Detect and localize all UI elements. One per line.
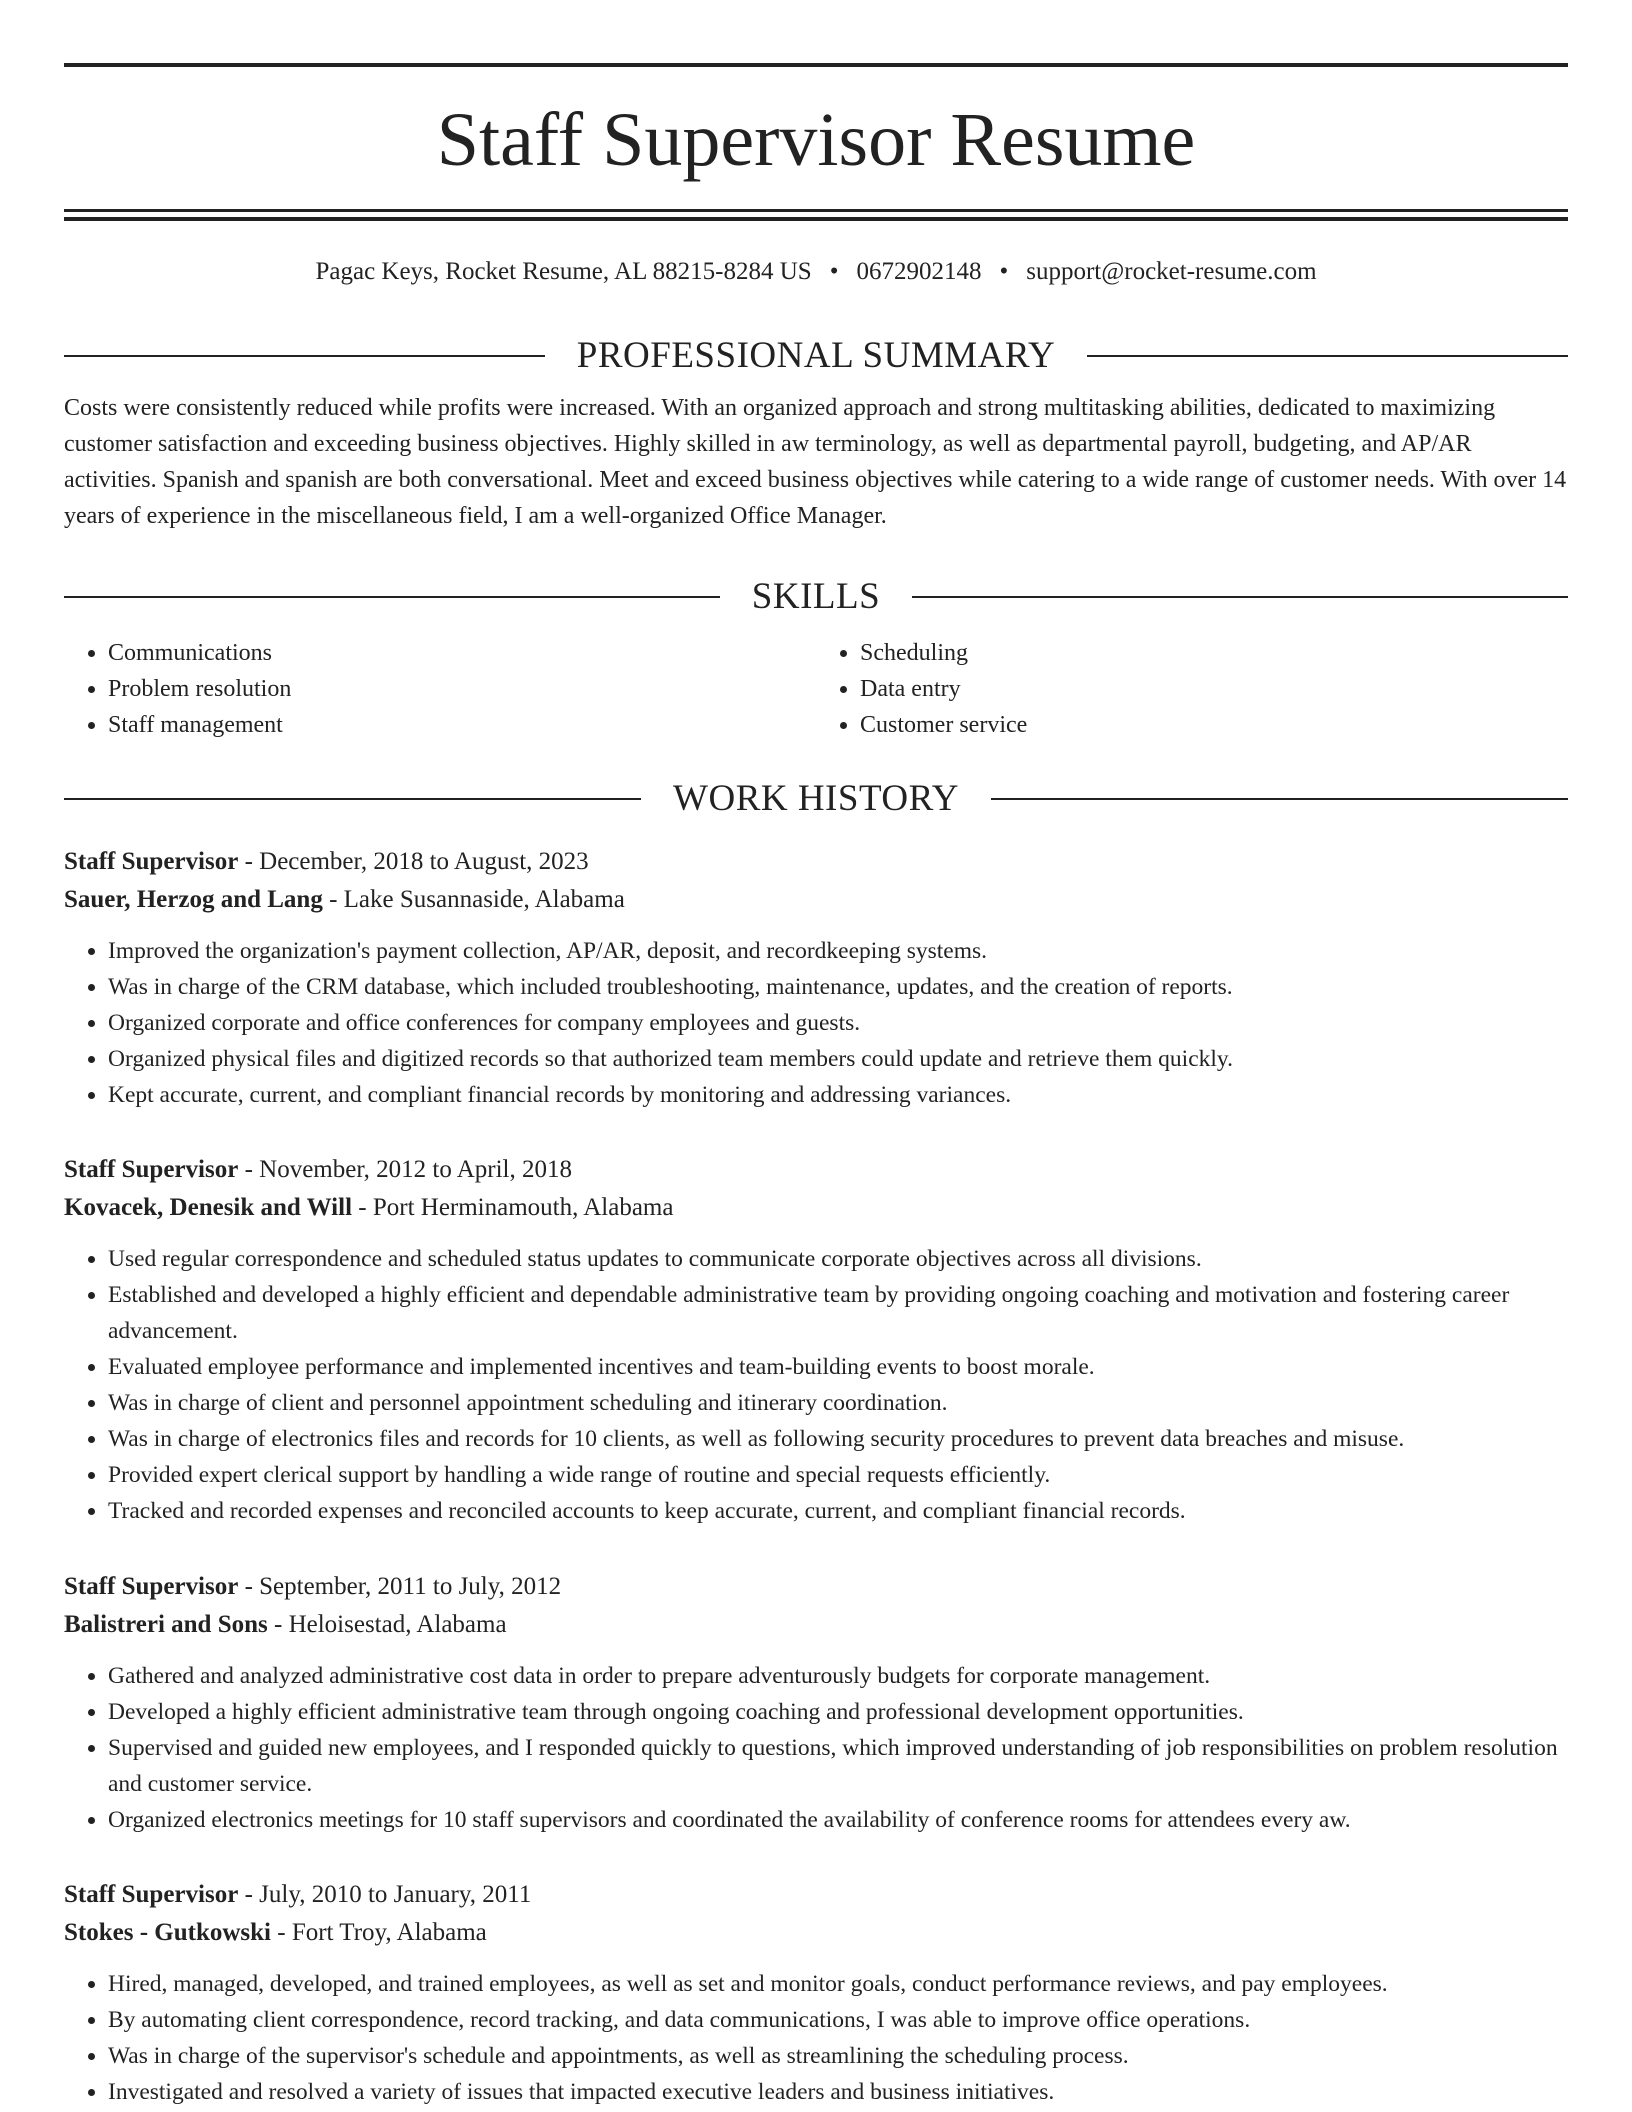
job-bullet: • Organized corporate and office conferences for company employees and guests. [108,1005,1568,1041]
section-rule-right [1087,355,1568,357]
job-dates: - September, 2011 to July, 2012 [238,1573,562,1600]
skills-section [64,575,1568,743]
job-company: Kovacek, Denesik and Will [64,1194,353,1221]
section-header [64,334,1568,378]
summary-text: Costs were consistently reduced while profits were increased. With an organized approach and strong multitasking abilities, dedicated to maximizing customer satisfaction and exceeding business objectives. Highly skilled in aw terminology, as well as departmental payroll, budgeting, and AP/AR activities. Spanish and spanish are both conversational. Meet and exceed business objectives while catering to a wide range of customer needs. With over 14 years of experience in the miscellaneous field, I am a well-organized Office Manager. [64,395,1567,529]
job-bullets [64,1241,1568,1529]
job-dates: - December, 2018 to August, 2023 [238,848,589,875]
job-bullet: • Provided expert clerical support by handling a wide range of routine and special requests efficiently. [108,1457,1568,1493]
job-bullet: • Kept accurate, current, and compliant financial records by monitoring and addressing variances. [108,1077,1568,1113]
job-entry [64,1876,1568,2110]
skill-item: • Data entry [860,671,1568,707]
job-bullet: • Was in charge of client and personnel appointment scheduling and itinerary coordination. [108,1385,1568,1421]
job-bullet: • Supervised and guided new employees, and I responded quickly to questions, which improved understanding of job responsibilities on problem resolution and customer service. [108,1730,1568,1802]
job-title-line [64,1568,1568,1606]
job-bullets [64,1658,1568,1838]
contact-separator: • [829,258,839,285]
job-bullet: • Organized electronics meetings for 10 staff supervisors and coordinated the availability of conference rooms for attendees every aw. [108,1802,1568,1838]
skills-columns [64,635,1568,743]
job-location: - Fort Troy, Alabama [271,1919,487,1946]
job-company-line [64,1189,1568,1227]
job-bullet: • Developed a highly efficient administrative team through ongoing coaching and professional development opportunities. [108,1694,1568,1730]
section-header [64,575,1568,619]
skills-list-left [64,635,816,743]
job-bullet: • By automating client correspondence, record tracking, and data communications, I was able to improve office operations. [108,2002,1568,2038]
skills-list-right [816,635,1568,743]
job-bullet: • Evaluated employee performance and implemented incentives and team-building events to boost morale. [108,1349,1568,1385]
job-company-line [64,1914,1568,1952]
section-rule-left [64,596,720,598]
job-bullet: • Improved the organization's payment collection, AP/AR, deposit, and recordkeeping systems. [108,933,1568,969]
job-bullet: • Was in charge of electronics files and records for 10 clients, as well as following security procedures to prevent data breaches and misuse. [108,1421,1568,1457]
skill-item: • Customer service [860,707,1568,743]
section-title: SKILLS [751,576,881,617]
skill-item: • Scheduling [860,635,1568,671]
job-title: Staff Supervisor [64,1573,239,1600]
job-bullet: • Was in charge of the supervisor's schedule and appointments, as well as streamlining the scheduling process. [108,2038,1568,2074]
section-title: PROFESSIONAL SUMMARY [576,335,1056,376]
section-rule-left [64,798,641,800]
contact-address: Pagac Keys, Rocket Resume, AL 88215-8284 US [315,258,812,285]
job-title-line [64,843,1568,881]
job-company: Balistreri and Sons [64,1611,268,1638]
job-title: Staff Supervisor [64,1881,239,1908]
job-location: - Lake Susannaside, Alabama [322,886,625,913]
job-bullet: • Used regular correspondence and scheduled status updates to communicate corporate objectives across all divisions. [108,1241,1568,1277]
job-bullet: • Gathered and analyzed administrative cost data in order to prepare adventurously budgets for corporate management. [108,1658,1568,1694]
job-company: Stokes - Gutkowski [64,1919,271,1946]
section-header [64,777,1568,821]
job-dates: - November, 2012 to April, 2018 [238,1156,572,1183]
job-title: Staff Supervisor [64,1156,239,1183]
job-entry [64,1568,1568,1838]
job-title: Staff Supervisor [64,848,239,875]
job-bullet: • Established and developed a highly efficient and dependable administrative team by providing ongoing coaching and motivation and fostering career advancement. [108,1277,1568,1349]
work-history-section [64,777,1568,821]
contact-line [64,254,1568,290]
job-dates: - July, 2010 to January, 2011 [238,1881,532,1908]
contact-email: support@rocket-resume.com [1026,258,1317,285]
job-bullets [64,933,1568,1113]
skill-item: • Staff management [108,707,816,743]
skill-item: • Communications [108,635,816,671]
top-rule [64,63,1568,67]
contact-separator: • [999,258,1009,285]
job-bullet: • Hired, managed, developed, and trained employees, as well as set and monitor goals, conduct performance reviews, and pay employees. [108,1966,1568,2002]
section-rule-left [64,355,545,357]
job-location: - Port Herminamouth, Alabama [352,1194,674,1221]
job-title-line [64,1151,1568,1189]
job-bullets [64,1966,1568,2110]
job-company: Sauer, Herzog and Lang [64,886,323,913]
job-bullet: • Tracked and recorded expenses and reconciled accounts to keep accurate, current, and compliant financial records. [108,1493,1568,1529]
job-entry [64,843,1568,1113]
section-rule-right [991,798,1568,800]
job-company-line [64,881,1568,919]
job-bullet: • Investigated and resolved a variety of issues that impacted executive leaders and business initiatives. [108,2074,1568,2110]
skill-item: • Problem resolution [108,671,816,707]
page-title: Staff Supervisor Resume [436,98,1196,182]
job-entry [64,1151,1568,1529]
contact-phone: 0672902148 [856,258,982,285]
title-double-rule [64,209,1568,221]
section-title: WORK HISTORY [673,778,959,819]
job-title-line [64,1876,1568,1914]
section-rule-right [912,596,1568,598]
professional-summary-section [64,334,1568,534]
job-bullet: • Organized physical files and digitized records so that authorized team members could update and retrieve them quickly. [108,1041,1568,1077]
job-bullet: • Was in charge of the CRM database, which included troubleshooting, maintenance, updates, and the creation of reports. [108,969,1568,1005]
job-location: - Heloisestad, Alabama [267,1611,507,1638]
job-company-line [64,1606,1568,1644]
